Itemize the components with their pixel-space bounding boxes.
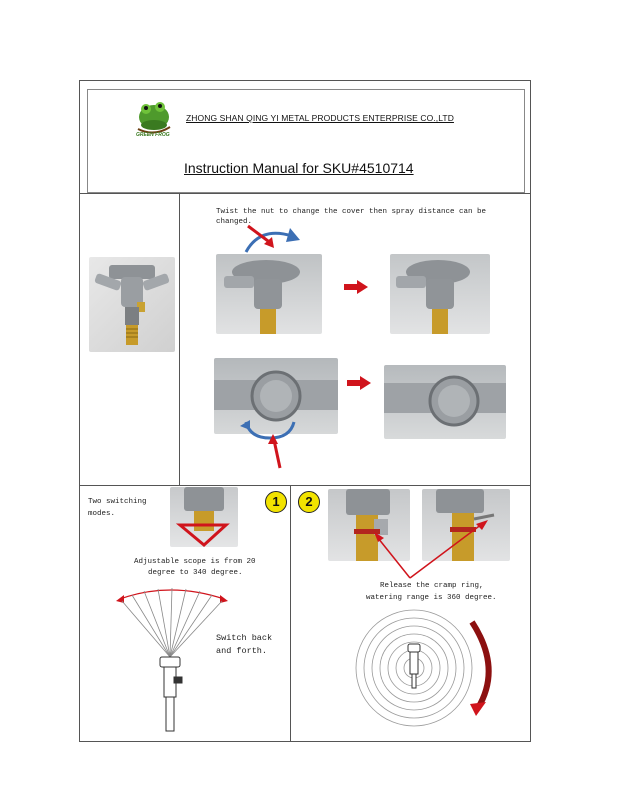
step-badge-1: 1 bbox=[265, 491, 287, 513]
switch-line2: and forth. bbox=[216, 646, 268, 656]
instruction-line2: changed. bbox=[216, 218, 253, 226]
nut-photo-before bbox=[216, 254, 322, 334]
rotate-arrows-icon bbox=[240, 222, 304, 262]
switch-mode-photo bbox=[170, 487, 238, 547]
scope-line1: Adjustable scope is from 20 bbox=[134, 558, 256, 566]
release-line2: watering range is 360 degree. bbox=[366, 594, 497, 602]
company-name: ZHONG SHAN QING YI METAL PRODUCTS ENTERPRISE CO.,LTD bbox=[186, 113, 454, 123]
sprinkler-icon bbox=[89, 257, 175, 352]
divider-left-col bbox=[179, 193, 180, 485]
spray-fan-diagram bbox=[110, 585, 236, 735]
arrow-right-icon-2 bbox=[347, 376, 371, 390]
scope-line2: degree to 340 degree. bbox=[148, 569, 243, 577]
release-line1: Release the cramp ring, bbox=[380, 582, 484, 590]
full-circle-diagram bbox=[352, 608, 502, 730]
switch-line1: Switch back bbox=[216, 633, 273, 643]
divider-header bbox=[79, 193, 531, 194]
cover-photo-after bbox=[384, 365, 506, 439]
logo-text: GREEN FROG bbox=[136, 132, 170, 138]
frog-logo bbox=[132, 95, 176, 137]
modes-line2: modes. bbox=[88, 510, 116, 518]
divider-middle bbox=[79, 485, 531, 486]
nut-photo-after bbox=[390, 254, 490, 334]
rotate-cover-icon bbox=[240, 420, 300, 470]
pointer-arrows bbox=[370, 520, 490, 582]
product-photo bbox=[89, 257, 175, 352]
page-title: Instruction Manual for SKU#4510714 bbox=[184, 160, 414, 176]
instruction-line1: Twist the nut to change the cover then spray distance can be bbox=[216, 208, 487, 216]
arrow-right-icon bbox=[344, 280, 368, 294]
modes-line1: Two switching bbox=[88, 498, 147, 506]
step-badge-2: 2 bbox=[298, 491, 320, 513]
divider-bottom-col bbox=[290, 485, 291, 742]
